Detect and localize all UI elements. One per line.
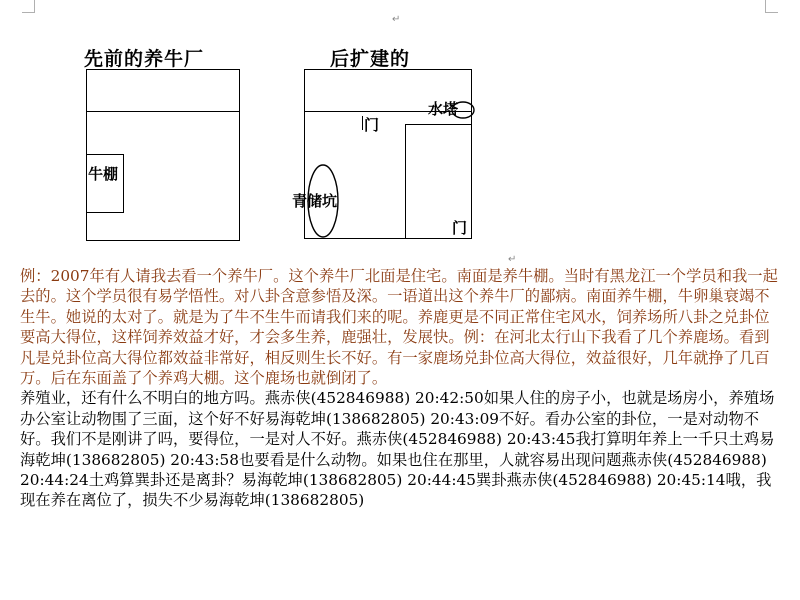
door-bottom-label: 门 bbox=[452, 219, 468, 237]
paragraph-mark: ↵ bbox=[392, 14, 401, 25]
gate-post-left bbox=[362, 116, 363, 130]
shed-left-wall bbox=[405, 124, 406, 239]
water-tower-shape bbox=[450, 100, 476, 120]
paragraph-example: 例：2007年有人请我去看一个养牛厂。这个养牛厂北面是住宅。南面是养牛棚。当时有黑龙江一个学员和我一起去的。这个学员很有易学悟性。对八卦含意参悟及深。一语道出这个养牛厂的鄙病。南面养牛棚，牛卵巢衰竭不生牛。她说的太对了。就是为了牛不生牛而请我们来的呢。养鹿更是不同正常住宅风水，饲养场所八卦之兑卦位要高大得位，这样饲养效益才好，才会多生养，鹿强壮，发展快。例：在河北太行山下我看了几个养鹿场。看到凡是兑卦位高大得位都效益非常好，相反则生长不好。有一家鹿场兑卦位高大得位，效益很好，几年就挣了几百万。后在东面盖了个养鸡大棚。这个鹿场也就倒闭了。 bbox=[20, 267, 778, 388]
page-corner-mark-right bbox=[765, 0, 778, 13]
shed-top-wall bbox=[405, 124, 472, 125]
page-corner-mark-left bbox=[22, 0, 35, 13]
door-top-label: 门 bbox=[364, 116, 380, 134]
paragraph-mark: ↵ bbox=[508, 254, 517, 265]
residence-divider-old bbox=[86, 111, 240, 112]
water-tower-label: 水塔 bbox=[428, 100, 459, 118]
document-body bbox=[20, 266, 780, 511]
diagram-old-title: 先前的养牛厂 bbox=[84, 48, 205, 70]
storage-pit-label: 青储坑 bbox=[292, 192, 338, 210]
diagram-new-title: 后扩建的 bbox=[330, 48, 411, 70]
cattle-shed-label: 牛棚 bbox=[88, 165, 119, 183]
paragraph-chat-log: 养殖业，还有什么不明白的地方吗。燕赤侠(452846988) 20:42:50如果人住的房子小，也就是场房小，养殖场办公室让动物围了三面，这个好不好易海乾坤(138682805) 20:43:09不好。看办公室的卦位，一是对动物不好。我们不是刚讲了吗，要得位，一是对人不好。燕赤侠(452846988) 20:43:45我打算明年养上一千只土鸡易海乾坤(138682805) 20:43:58也要看是什么动物。如果也住在那里，人就容易出现问题燕赤侠(452846988) 20:44:24土鸡算巽卦还是离卦？易海乾坤(138682805) 20:44:45巽卦燕赤侠(452846988) 20:45:14哦，我现在养在离位了，损失不少易海乾坤(138682805) bbox=[20, 389, 775, 510]
